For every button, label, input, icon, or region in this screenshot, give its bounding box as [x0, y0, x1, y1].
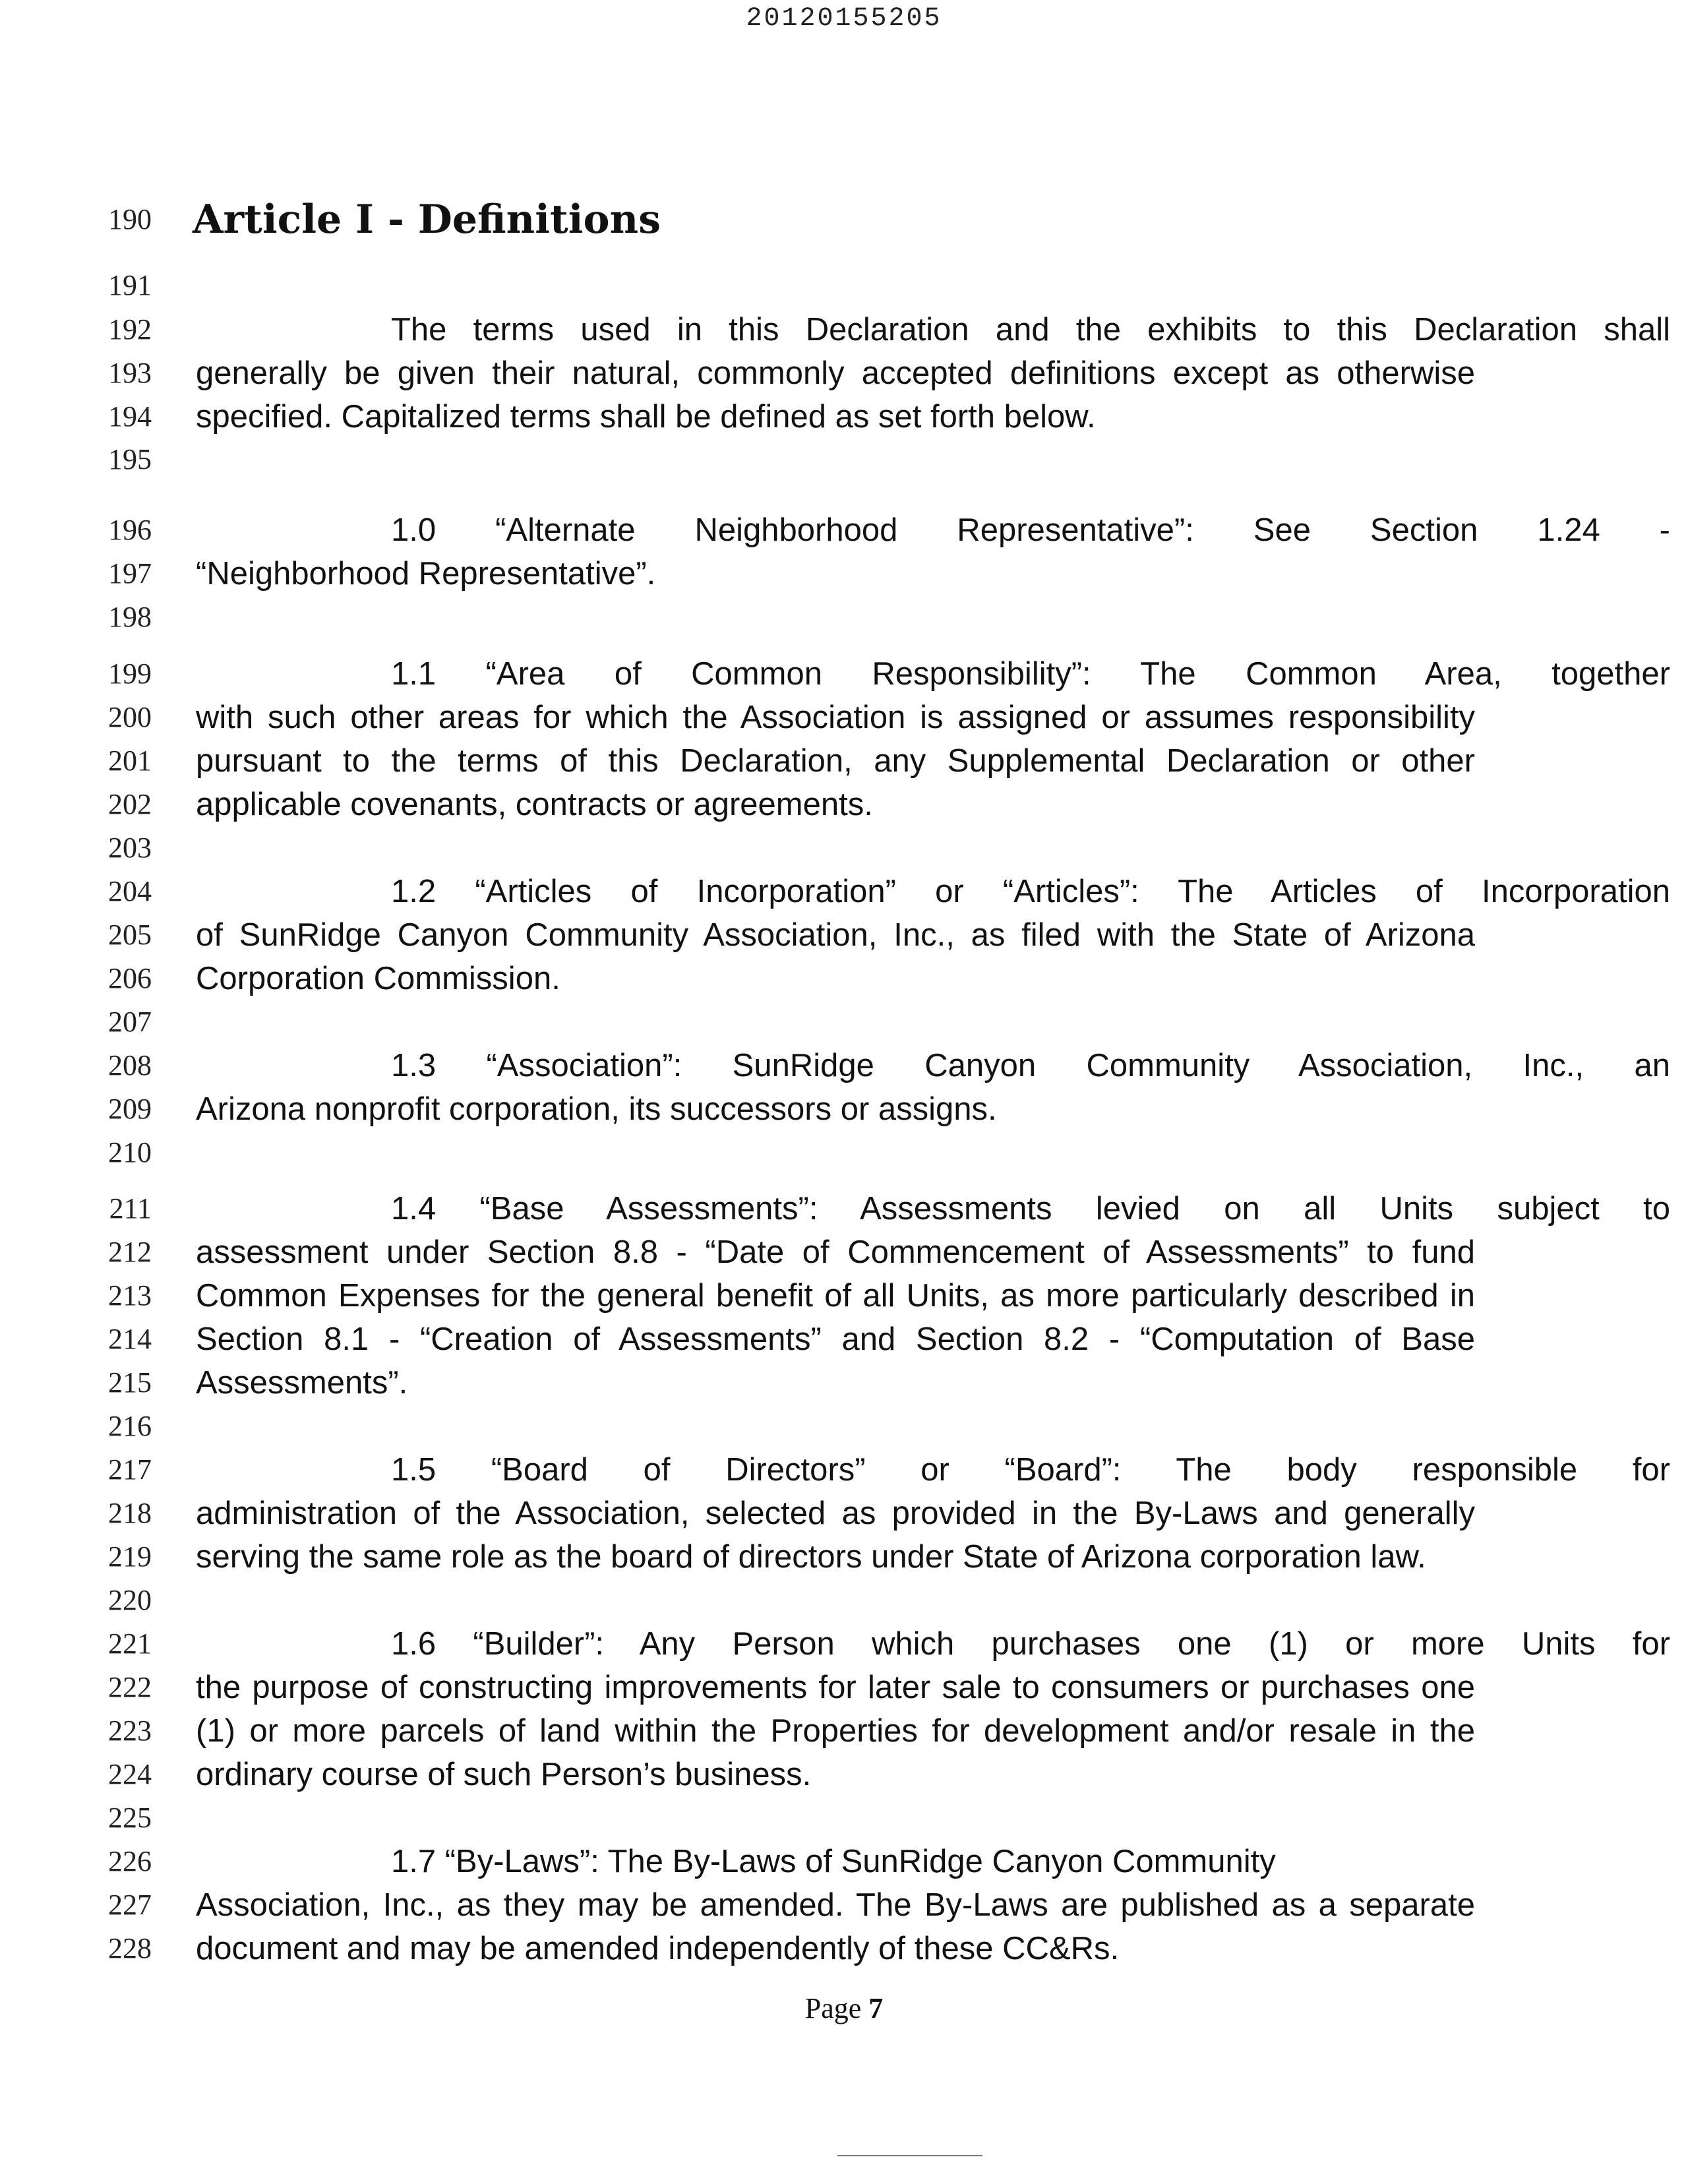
text-line: Assessments”.	[196, 1365, 408, 1401]
line-number: 223	[108, 1714, 152, 1747]
line-number: 225	[108, 1802, 152, 1834]
section-1-1-title: 1.1 “Area of Common Responsibility”: The Common Area, together	[391, 656, 1670, 692]
line-number: 191	[108, 269, 152, 301]
section-1-6-title: 1.6 “Builder”: Any Person which purchases one (1) or more Units for	[391, 1626, 1670, 1662]
text-line: assessment under Section 8.8 - “Date of Commencement of Assessments” to fund	[196, 1234, 1475, 1270]
line-number: 207	[108, 1006, 152, 1038]
section-1-5-title: 1.5 “Board of Directors” or “Board”: The body responsible for	[391, 1452, 1670, 1488]
text-line: of SunRidge Canyon Community Association, Inc., as filed with the State of Arizona	[196, 917, 1475, 953]
line-number: 216	[108, 1410, 152, 1442]
text-line: pursuant to the terms of this Declaration, any Supplemental Declaration or other	[196, 743, 1475, 779]
line-number: 196	[108, 514, 152, 546]
line-number: 206	[108, 962, 152, 994]
line-number: 208	[108, 1049, 152, 1081]
section-1-0-title: 1.0 “Alternate Neighborhood Representative”: See Section 1.24 -	[391, 512, 1670, 548]
text-line: generally be given their natural, commonly accepted definitions except as otherwise	[196, 355, 1475, 391]
text-line: applicable covenants, contracts or agreements.	[196, 787, 873, 822]
line-number: 203	[108, 832, 152, 864]
text-line: administration of the Association, selected as provided in the By-Laws and generally	[196, 1496, 1475, 1531]
section-1-2-title: 1.2 “Articles of Incorporation” or “Articles”: The Articles of Incorporation	[391, 874, 1670, 909]
line-number: 193	[108, 357, 152, 389]
line-number: 220	[108, 1584, 152, 1616]
line-number: 212	[108, 1236, 152, 1268]
line-number: 228	[108, 1932, 152, 1964]
line-number: 197	[108, 557, 152, 590]
line-number: 221	[108, 1627, 152, 1660]
line-number: 226	[108, 1845, 152, 1877]
section-1-4-title: 1.4 “Base Assessments”: Assessments levied on all Units subject to	[391, 1191, 1670, 1227]
text-line: Common Expenses for the general benefit of all Units, as more particularly described in	[196, 1278, 1475, 1314]
page-number: 7	[868, 1992, 884, 2024]
article-heading: Article I - Definitions	[193, 197, 661, 243]
line-number: 218	[108, 1497, 152, 1529]
section-1-3-title: 1.3 “Association”: SunRidge Canyon Community Association, Inc., an	[391, 1048, 1670, 1083]
text-line: Arizona nonprofit corporation, its successors or assigns.	[196, 1091, 997, 1127]
scan-artifact-line	[837, 2155, 982, 2156]
line-number: 205	[108, 919, 152, 951]
text-line: serving the same role as the board of directors under State of Arizona corporation law.	[196, 1539, 1426, 1575]
text-line: Section 8.1 - “Creation of Assessments” and Section 8.2 - “Computation of Base	[196, 1321, 1475, 1357]
line-number: 199	[108, 657, 152, 690]
line-number: 209	[108, 1093, 152, 1125]
text-line: the purpose of constructing improvements for later sale to consumers or purchases one	[196, 1670, 1475, 1705]
line-number: 217	[108, 1453, 152, 1486]
page-footer	[0, 1991, 1688, 2025]
line-number: 213	[108, 1279, 152, 1312]
text-line: document and may be amended independently of these CC&Rs.	[196, 1931, 1120, 1966]
line-number: 200	[108, 701, 152, 733]
document-number: 20120155205	[746, 4, 942, 34]
text-line: specified. Capitalized terms shall be defined as set forth below.	[196, 399, 1096, 435]
text-line: (1) or more parcels of land within the Properties for development and/or resale in the	[196, 1713, 1475, 1749]
line-number: 201	[108, 744, 152, 777]
line-number: 222	[108, 1671, 152, 1703]
text-line: Corporation Commission.	[196, 961, 560, 996]
line-number: 215	[108, 1366, 152, 1399]
section-1-7-title: 1.7 “By-Laws”: The By-Laws of SunRidge Canyon Community	[391, 1844, 1276, 1879]
text-line: ordinary course of such Person’s business.	[196, 1757, 812, 1792]
line-number: 198	[108, 601, 152, 633]
line-number: 204	[108, 875, 152, 907]
line-number: 214	[108, 1323, 152, 1355]
text-line: Association, Inc., as they may be amended. The By-Laws are published as a separate	[196, 1887, 1475, 1923]
line-number: 211	[109, 1192, 152, 1225]
line-number: 190	[108, 203, 152, 235]
line-number: 202	[108, 788, 152, 820]
line-number: 224	[108, 1758, 152, 1790]
text-line: with such other areas for which the Association is assigned or assumes responsibility	[196, 700, 1475, 735]
line-number: 227	[108, 1889, 152, 1921]
line-number: 192	[108, 313, 152, 346]
line-number: 210	[108, 1136, 152, 1168]
text-line: “Neighborhood Representative”.	[196, 556, 656, 592]
line-number: 195	[108, 443, 152, 475]
page-label: Page	[804, 1992, 862, 2024]
line-number: 219	[108, 1540, 152, 1573]
line-number: 194	[108, 400, 152, 433]
text-line: The terms used in this Declaration and the exhibits to this Declaration shall	[391, 312, 1670, 348]
